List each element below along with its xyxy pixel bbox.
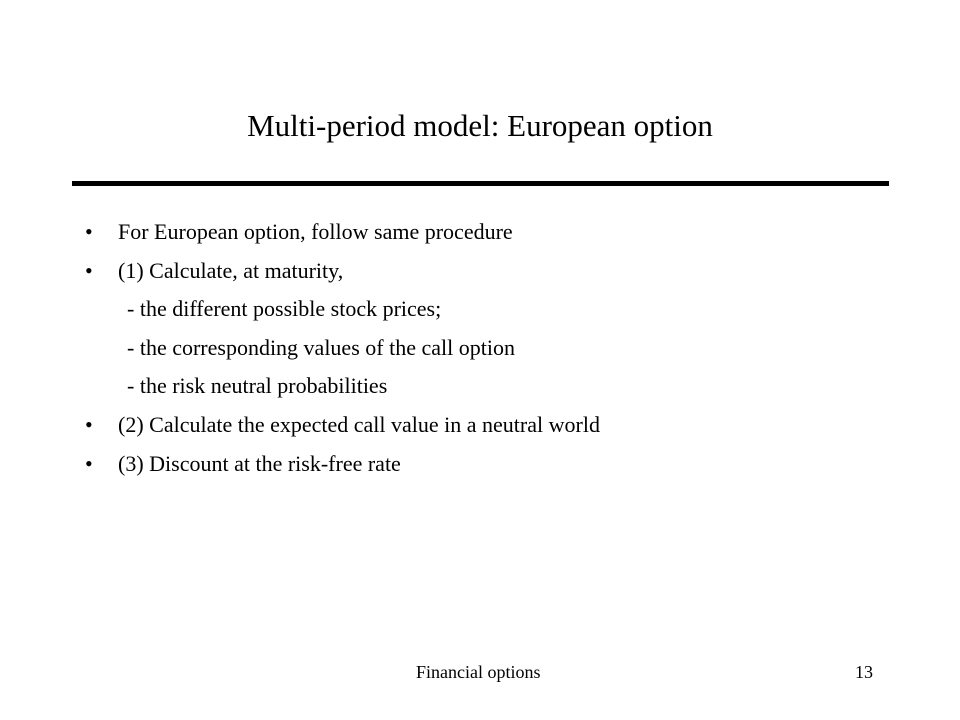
bullet-marker: •	[85, 450, 93, 476]
page-number: 13	[855, 662, 873, 682]
sub-item-text: - the risk neutral probabilities	[127, 373, 388, 399]
sub-list-item	[82, 290, 882, 329]
list-item	[82, 213, 882, 252]
sub-item-text: - the different possible stock prices;	[127, 296, 442, 322]
sub-list-item	[82, 367, 882, 406]
bullet-marker: •	[85, 257, 93, 283]
bullet-text: (3) Discount at the risk-free rate	[118, 450, 401, 476]
bullet-list	[82, 213, 882, 483]
bullet-text: (1) Calculate, at maturity,	[118, 257, 344, 283]
title-underline-rule	[72, 181, 889, 186]
bullet-marker: •	[85, 411, 93, 437]
list-item	[82, 445, 882, 484]
footer-title: Financial options	[416, 662, 541, 682]
list-item	[82, 252, 882, 291]
bullet-text: (2) Calculate the expected call value in a neutral world	[118, 411, 600, 437]
bullet-marker: •	[85, 219, 93, 244]
slide-title: Multi-period model: European option	[247, 108, 713, 143]
bullet-text: For European option, follow same procedure	[118, 219, 513, 244]
list-item	[82, 406, 882, 445]
sub-list-item	[82, 329, 882, 368]
sub-item-text: - the corresponding values of the call option	[127, 334, 515, 360]
